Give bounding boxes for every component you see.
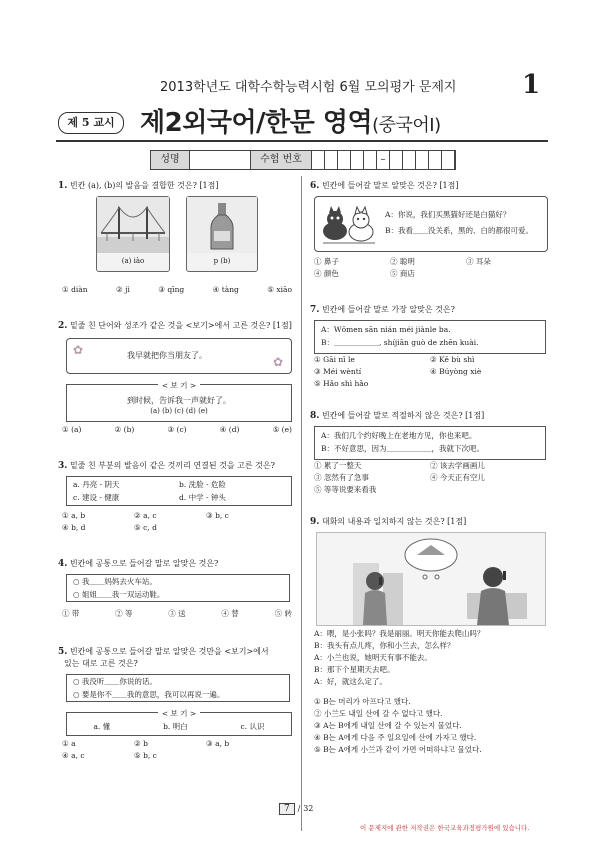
q8-dialog-box bbox=[314, 426, 546, 460]
q7-option[interactable]: ② Kě bù shì bbox=[430, 355, 475, 364]
q2-option[interactable]: ⑤ (e) bbox=[272, 425, 292, 434]
phone-call-illustration bbox=[317, 533, 545, 625]
footer-page-num: 7 bbox=[279, 803, 295, 815]
exam-digit[interactable] bbox=[351, 151, 364, 169]
q9-option[interactable]: ② 小兰도 내일 산에 갈 수 없다고 했다. bbox=[314, 709, 443, 718]
q7-text: 빈칸에 들어갈 말로 가장 알맞은 것은? bbox=[321, 305, 455, 314]
q5-bogi-items bbox=[67, 721, 291, 732]
flower-icon: ✿ bbox=[73, 343, 84, 357]
q4-number: 4. bbox=[58, 559, 68, 569]
q1-option[interactable]: ② jì bbox=[116, 285, 130, 294]
q6-options bbox=[314, 256, 491, 280]
exam-digit[interactable] bbox=[338, 151, 351, 169]
q6-option[interactable]: ① 鼻子 bbox=[314, 257, 339, 266]
q8-option[interactable]: ① 累了一整天 bbox=[314, 461, 362, 470]
name-label: 성명 bbox=[151, 151, 190, 169]
q8-line-a: A：我们几个约好晚上在老地方见，你也来吧。 bbox=[321, 431, 477, 440]
exam-no-label: 수험 번호 bbox=[251, 151, 312, 169]
q2-option[interactable]: ③ (c) bbox=[167, 425, 187, 434]
q9-options bbox=[314, 696, 482, 756]
q2-text: 밑줄 친 단어와 성조가 같은 것을 <보기>에서 고른 것은? [1점] bbox=[69, 321, 292, 330]
q9-picture bbox=[316, 532, 546, 626]
q6-dialog bbox=[385, 207, 533, 239]
q4-options bbox=[62, 608, 292, 620]
q4-option[interactable]: ④ 替 bbox=[221, 609, 239, 618]
q3-text: 밑줄 친 부분의 발음이 같은 것끼리 연결된 것을 고른 것은? bbox=[69, 461, 275, 470]
q3-number: 3. bbox=[58, 461, 68, 471]
q3-item: a. 丹亮 - 阴天 bbox=[73, 480, 120, 489]
q5-option[interactable]: ⑤ b, c bbox=[134, 751, 157, 760]
q8-option[interactable]: ③ 忽然有了急事 bbox=[314, 473, 369, 482]
q6-option[interactable]: ④ 颜色 bbox=[314, 269, 339, 278]
q7-option[interactable]: ③ Méi wèntí bbox=[314, 367, 362, 376]
q2-option[interactable]: ④ (d) bbox=[219, 425, 240, 434]
q7-number: 7. bbox=[310, 305, 320, 315]
q9-dialog-line: B：我头有点儿疼，你和小兰去，怎么样？ bbox=[314, 641, 455, 650]
q2-options bbox=[62, 424, 292, 436]
q5-stem bbox=[58, 646, 294, 669]
bridge-icon bbox=[97, 197, 169, 253]
q8-option[interactable]: ④ 今天正有空儿 bbox=[430, 473, 485, 482]
q8-options bbox=[314, 460, 485, 496]
q3-items-box bbox=[66, 476, 292, 506]
q7-option[interactable]: ① Gāi nǐ le bbox=[314, 355, 355, 364]
q3-item: d. 中学 - 钟头 bbox=[179, 493, 226, 502]
title-main: 제2외국어/한문 영역 bbox=[140, 108, 373, 138]
q3-option[interactable]: ③ b, c bbox=[206, 511, 229, 520]
q6-line-b: B：我看＿＿没关系，黑的、白的都很可爱。 bbox=[385, 226, 534, 235]
q4-stem bbox=[58, 558, 218, 570]
q4-option[interactable]: ③ 送 bbox=[168, 609, 186, 618]
q8-stem bbox=[310, 410, 484, 422]
q9-stem bbox=[310, 516, 466, 528]
q3-item: b. 洗脸 - 危险 bbox=[179, 480, 226, 489]
q8-text: 빈칸에 들어갈 말로 적절하지 않은 것은? [1점] bbox=[321, 411, 485, 420]
q6-line-a: A：你说，我们买黑猫好还是白猫好？ bbox=[385, 210, 511, 219]
q2-bogi-line2: (a) (b) (c) (d) (e) bbox=[150, 407, 208, 415]
q9-option[interactable]: ④ B는 A에게 다음 주 일요일에 산에 가자고 했다. bbox=[314, 733, 477, 742]
q9-dialog-line: A：喂，是小张吗？我是丽丽。明天你能去爬山吗？ bbox=[314, 629, 485, 638]
q7-option[interactable]: ④ Búyòng xiè bbox=[430, 367, 482, 376]
q9-text: 대화의 내용과 일치하지 않는 것은? [1점] bbox=[321, 517, 467, 526]
session-badge: 제 5 교시 bbox=[58, 112, 124, 134]
q1-option[interactable]: ④ tàng bbox=[212, 285, 239, 294]
q5-option[interactable]: ③ a, b bbox=[206, 739, 230, 748]
q2-option[interactable]: ① (a) bbox=[62, 425, 82, 434]
q2-sentence-box bbox=[66, 338, 292, 374]
cats-icon bbox=[319, 205, 379, 245]
q7-dialog-box bbox=[314, 320, 546, 354]
q6-option[interactable]: ③ 耳朵 bbox=[466, 257, 491, 266]
q9-option[interactable]: ① B는 머리가 아프다고 했다. bbox=[314, 697, 411, 706]
q7-option[interactable]: ⑤ Hǎo shì hǎo bbox=[314, 379, 369, 388]
q4-option[interactable]: ⑤ 转 bbox=[274, 609, 292, 618]
q5-bogi-box bbox=[66, 709, 292, 736]
q5-bogi-item: c. 认识 bbox=[240, 722, 265, 731]
q1-picture-bridge bbox=[96, 196, 170, 272]
exam-digit[interactable] bbox=[442, 151, 455, 169]
q1-picture-bottle bbox=[186, 196, 258, 272]
q1-stem bbox=[58, 180, 219, 192]
q2-stem bbox=[58, 320, 292, 332]
exam-dash: – bbox=[377, 151, 390, 169]
q2-number: 2. bbox=[58, 321, 68, 331]
q5-line1: ○ 我没听＿＿你说的话。 bbox=[73, 677, 157, 686]
q5-text2: 있는 대로 고른 것은? bbox=[64, 659, 138, 668]
name-field[interactable] bbox=[190, 151, 251, 169]
page-number: 1 bbox=[522, 70, 541, 100]
q1-number: 1. bbox=[58, 181, 68, 191]
q7-line-a: A：Wǒmen sān nián méi jiànle ba. bbox=[321, 325, 451, 334]
q9-dialog-line: A：好，就这么定了。 bbox=[314, 677, 387, 686]
q5-bogi-item: a. 懂 bbox=[93, 722, 111, 731]
q8-line-b: B：不好意思，因为＿＿＿＿＿＿，我就下次吧。 bbox=[321, 444, 485, 453]
q4-sentence-box bbox=[66, 574, 290, 602]
q8-option[interactable]: ② 该去学画画儿 bbox=[430, 461, 485, 470]
q9-dialog-line: A：小兰也说，她明天有事不能去。 bbox=[314, 653, 432, 662]
q1-text: 빈칸 (a), (b)의 발음을 결합한 것은? [1점] bbox=[69, 181, 219, 190]
q9-option[interactable]: ⑤ B는 A에게 小兰과 같이 가면 어떠하냐고 물었다. bbox=[314, 745, 482, 754]
q5-bogi-item: b. 明白 bbox=[163, 722, 188, 731]
q3-option[interactable]: ④ b, d bbox=[62, 523, 86, 532]
exam-digit[interactable] bbox=[403, 151, 416, 169]
q6-dialog-box bbox=[314, 196, 548, 252]
q3-option[interactable]: ⑤ c, d bbox=[134, 523, 157, 532]
q2-option[interactable]: ② (b) bbox=[114, 425, 135, 434]
q2-sentence: 我早就把你当朋友了。 bbox=[127, 351, 207, 360]
q1-option[interactable]: ③ qīng bbox=[158, 285, 185, 294]
q5-line2: ○ 要是你不＿＿我的意思，我可以再说一遍。 bbox=[73, 690, 225, 699]
q5-bogi-label: < 보 기 > bbox=[158, 709, 200, 718]
exam-digit[interactable] bbox=[390, 151, 403, 169]
q1-options bbox=[62, 284, 292, 296]
q8-number: 8. bbox=[310, 411, 320, 421]
q7-line-b: B：＿＿＿＿＿＿, shíjiān guò de zhēn kuài. bbox=[321, 338, 479, 347]
bottle-icon bbox=[187, 197, 257, 253]
q1-option[interactable]: ① diàn bbox=[62, 285, 88, 294]
q6-option[interactable]: ② 聪明 bbox=[390, 257, 415, 266]
q5-sentence-box bbox=[66, 674, 290, 702]
q9-dialog-line: B：那下个星期天去吧。 bbox=[314, 665, 395, 674]
q6-text: 빈칸에 들어갈 말로 알맞은 것은? [1점] bbox=[321, 181, 459, 190]
column-separator bbox=[301, 176, 302, 831]
q2-bogi-box bbox=[66, 381, 292, 422]
q4-line2: ○ 姐姐＿＿我一双运动鞋。 bbox=[73, 590, 165, 599]
q9-dialog bbox=[314, 628, 484, 688]
title-sub: (중국어Ⅰ) bbox=[372, 115, 441, 136]
q3-option[interactable]: ① a, b bbox=[62, 511, 86, 520]
q6-option[interactable]: ⑤ 商店 bbox=[390, 269, 415, 278]
copyright-notice: 이 문제지에 관한 저작권은 한국교육과정평가원에 있습니다. bbox=[360, 824, 530, 832]
q9-number: 9. bbox=[310, 517, 320, 527]
q6-number: 6. bbox=[310, 181, 320, 191]
q4-line1: ○ 我＿＿妈妈去火车站。 bbox=[73, 577, 157, 586]
exam-header: 2013학년도 대학수학능력시험 6월 모의평가 문제지 bbox=[160, 80, 457, 95]
q6-stem bbox=[310, 180, 458, 192]
exam-digit[interactable] bbox=[429, 151, 442, 169]
q4-option[interactable]: ① 带 bbox=[62, 609, 80, 618]
name-exam-box bbox=[150, 150, 456, 170]
q9-option[interactable]: ③ A는 B에게 내일 산에 갈 수 있는지 물었다. bbox=[314, 721, 462, 730]
footer-page-counter: 7 / 32 bbox=[279, 803, 313, 815]
footer-total: 32 bbox=[303, 804, 314, 813]
q5-options bbox=[62, 738, 229, 762]
exam-digit[interactable] bbox=[312, 151, 325, 169]
exam-digit[interactable] bbox=[325, 151, 338, 169]
q3-option[interactable]: ② a, c bbox=[134, 511, 157, 520]
q2-bogi-label: < 보 기 > bbox=[158, 381, 200, 390]
q7-stem bbox=[310, 304, 455, 316]
page-title bbox=[140, 102, 441, 139]
q5-option[interactable]: ① a bbox=[62, 739, 76, 748]
q3-options bbox=[62, 510, 229, 534]
q3-item: c. 建设 - 健康 bbox=[73, 493, 120, 502]
exam-digit[interactable] bbox=[416, 151, 429, 169]
header-rule bbox=[56, 140, 548, 142]
q4-option[interactable]: ② 等 bbox=[115, 609, 133, 618]
q4-text: 빈칸에 공통으로 들어갈 말로 알맞은 것은? bbox=[69, 559, 219, 568]
q5-option[interactable]: ② b bbox=[134, 739, 148, 748]
q1-caption-a: (a) iào bbox=[121, 257, 145, 265]
q5-option[interactable]: ④ a, c bbox=[62, 751, 85, 760]
flower-icon: ✿ bbox=[272, 355, 283, 369]
q8-option[interactable]: ⑤ 等等说要来看我 bbox=[314, 485, 377, 494]
q1-option[interactable]: ⑤ xiāo bbox=[267, 285, 292, 294]
q2-bogi-line1: 到时候，告诉我一声就好了。 bbox=[127, 396, 231, 405]
q5-number: 5. bbox=[58, 647, 68, 657]
q7-options bbox=[314, 354, 481, 390]
q3-stem bbox=[58, 460, 275, 472]
exam-digit[interactable] bbox=[364, 151, 377, 169]
q5-text1: 빈칸에 공통으로 들어갈 말로 알맞은 것만을 <보기>에서 bbox=[69, 647, 269, 656]
q1-caption-b: p (b) bbox=[213, 257, 231, 265]
